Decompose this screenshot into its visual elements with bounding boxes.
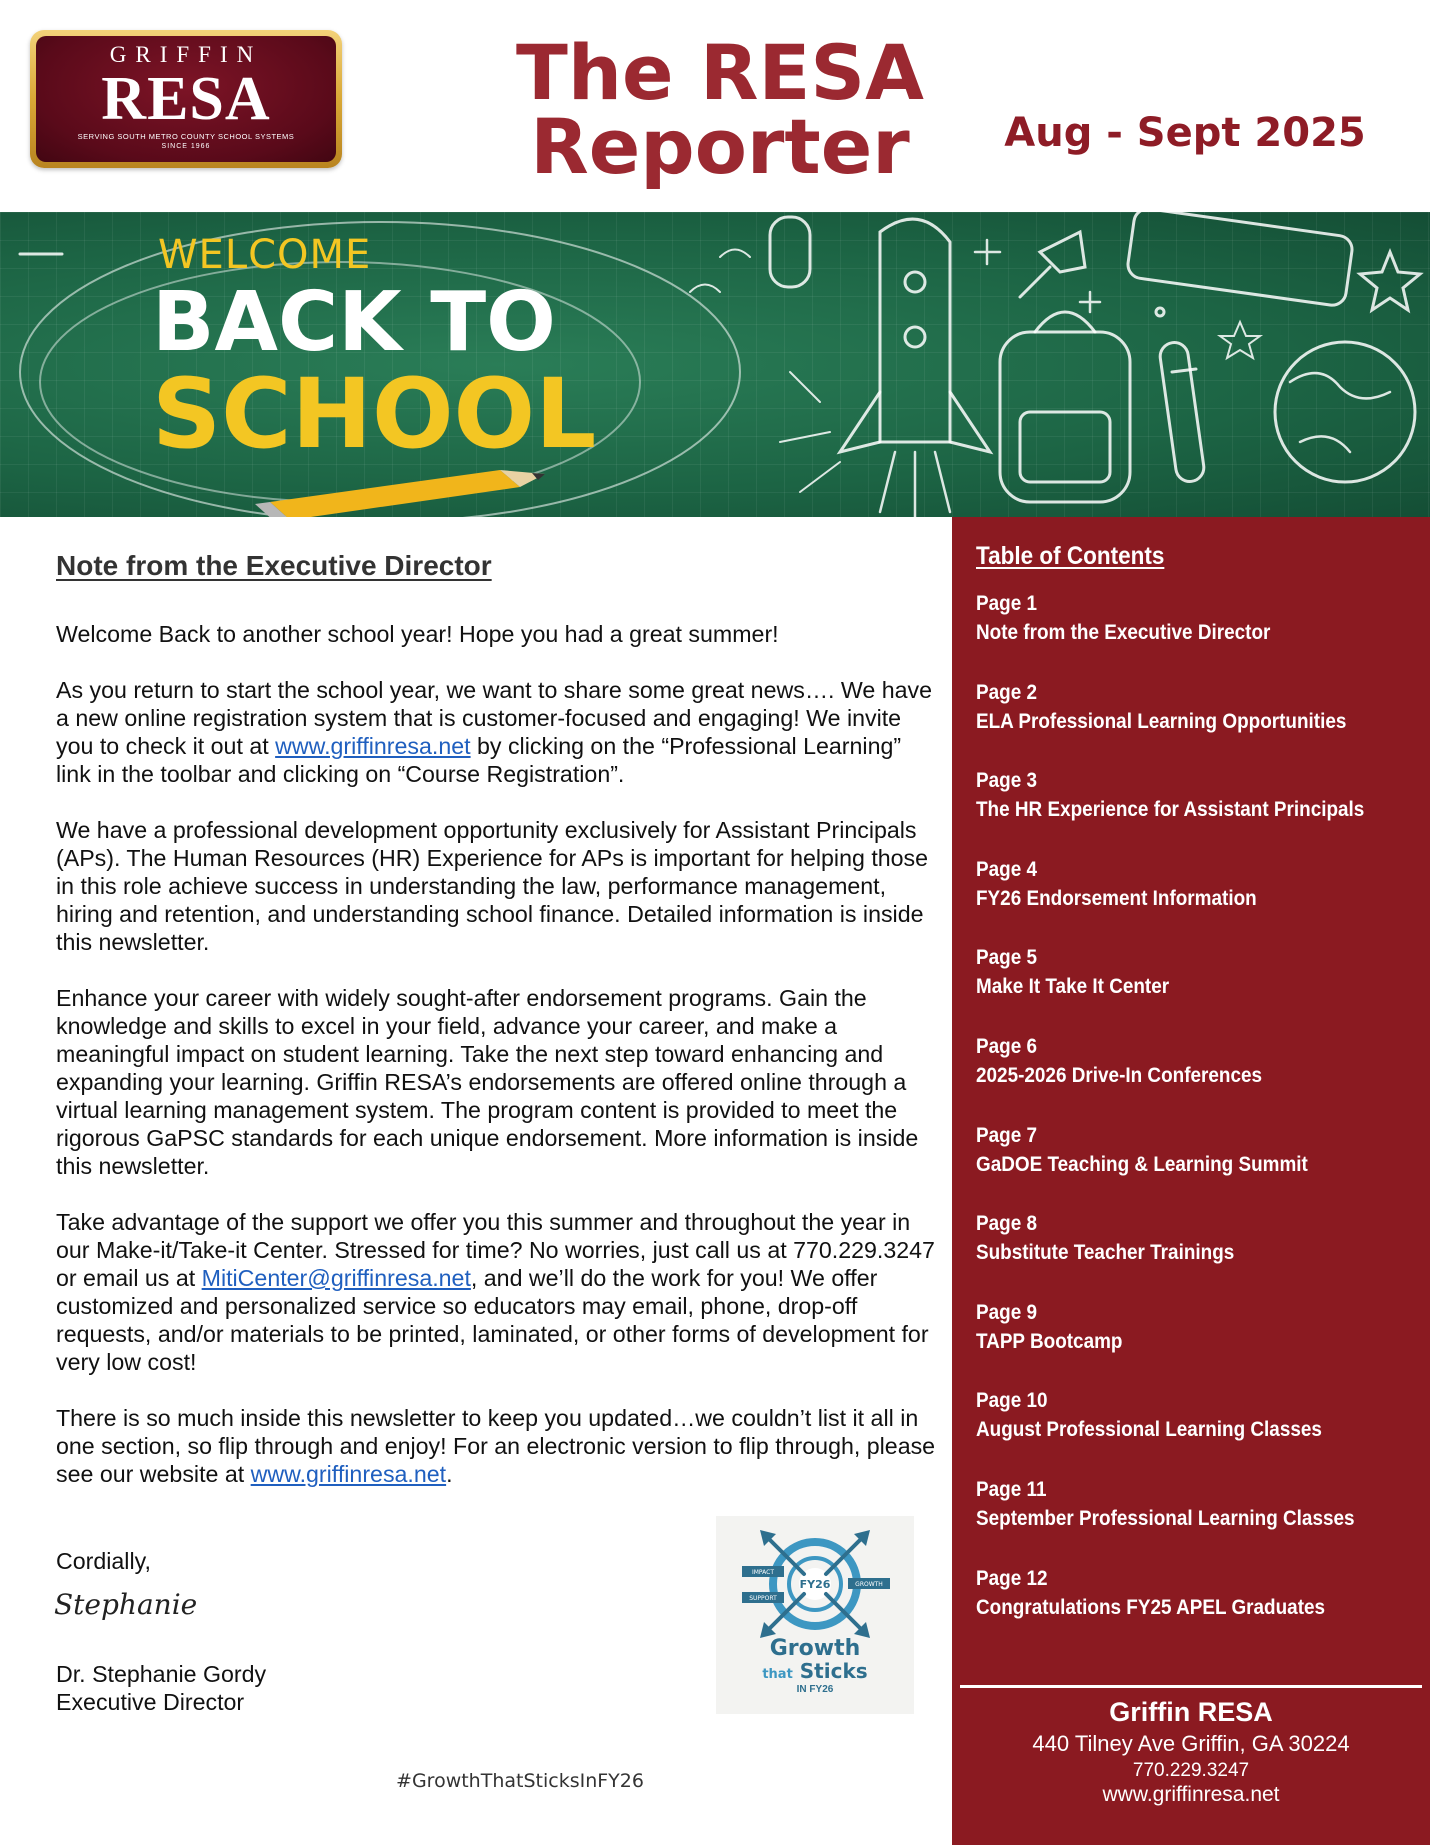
toc-item[interactable]: [976, 1032, 1416, 1121]
toc-description: September Professional Learning Classes: [976, 1505, 1355, 1530]
email-link[interactable]: MitiCenter@griffinresa.net: [201, 1265, 471, 1291]
toc-page-number: Page 6: [976, 1033, 1038, 1058]
contact-phone: 770.229.3247: [1132, 1760, 1250, 1781]
badge-center-text: FY26: [799, 1578, 831, 1591]
paragraph-text: by clicking on the “Professional Learning” link in the toolbar and clicking on “Course Registration”.: [56, 733, 902, 787]
badge-growth-label: GROWTH: [855, 1581, 883, 1588]
paragraph-text: As you return to start the school year, we want to share some great news…. We have a new online registration system that is customer-focused and engaging! We invite you to check it out at: [56, 677, 932, 759]
newsletter-title: [480, 28, 960, 191]
toc-item[interactable]: [976, 1209, 1416, 1298]
toc-description: FY26 Endorsement Information: [976, 885, 1257, 910]
badge-impact-text: IMPACT: [751, 1569, 775, 1576]
back-to-school-banner: [0, 212, 1430, 517]
paragraph-flip-through: [56, 1404, 936, 1488]
paragraph-endorsements: Enhance your career with widely sought-after endorsement programs. Gain the knowledge and skills to excel in your field, advance your career, and make a meaningful impact on student learning. Take the next step toward enhancing and expanding your learning. Griffin RESA’s endorsements are offered online through a virtual learning management system. The program content is provided to meet the rigorous GaPSC standards for each unique endorsement. More information is inside this newsletter.: [56, 985, 919, 1179]
toc-item[interactable]: [976, 1298, 1416, 1387]
toc-item[interactable]: [976, 943, 1416, 1032]
banner-back-to-text: BACK TO: [152, 275, 556, 370]
paragraph-make-it-take-it: [56, 1208, 936, 1376]
contact-address: 440 Tilney Ave Griffin, GA 30224: [1032, 1731, 1350, 1756]
growth-that-sticks-badge: [716, 1516, 914, 1714]
toc-description: GaDOE Teaching & Learning Summit: [976, 1151, 1308, 1176]
banner-school-text: SCHOOL: [152, 358, 597, 470]
toc-page-number: Page 3: [976, 768, 1038, 793]
toc-item[interactable]: [976, 1475, 1416, 1564]
badge-sticks-text: Sticks: [799, 1659, 868, 1683]
paragraph-text: There is so much inside this newsletter to keep you updated…we couldn’t list it all in one section, so flip through and enjoy! For an electronic version to flip through, please see our website at: [56, 1405, 936, 1487]
contact-block: [952, 1695, 1430, 1807]
griffin-resa-logo: [30, 30, 342, 168]
pencil-illustration: [255, 470, 545, 517]
toc-description: The HR Experience for Assistant Principals: [976, 797, 1365, 822]
toc-item[interactable]: [976, 766, 1416, 855]
issue-date: Aug - Sept 2025: [1004, 110, 1366, 156]
title-line-1: The RESA: [516, 28, 924, 117]
toc-page-number: Page 8: [976, 1211, 1038, 1236]
toc-description: Make It Take It Center: [976, 974, 1170, 999]
paragraph-hr-experience: We have a professional development opportunity exclusively for Assistant Principals (APs). The Human Resources (HR) Experience for APs is important for helping those in this role achieve success in understanding the law, performance management, hiring and retention, and understanding school finance. Detailed information is inside this newsletter.: [56, 817, 929, 955]
article-heading: Note from the Executive Director: [56, 550, 492, 581]
paragraph-welcome: Welcome Back to another school year! Hope you had a great summer!: [56, 621, 779, 647]
website-link[interactable]: www.griffinresa.net: [250, 1461, 447, 1487]
toc-page-number: Page 2: [976, 679, 1038, 704]
toc-list: [976, 589, 1416, 1652]
toc-page-number: Page 1: [976, 591, 1038, 615]
toc-item[interactable]: [976, 1121, 1416, 1210]
badge-fy-text: IN FY26: [796, 1684, 834, 1695]
toc-page-number: Page 5: [976, 945, 1038, 970]
toc-description: August Professional Learning Classes: [976, 1417, 1322, 1442]
signer-name: Dr. Stephanie Gordy: [56, 1661, 267, 1687]
toc-description: Congratulations FY25 APEL Graduates: [976, 1594, 1326, 1619]
toc-page-number: Page 7: [976, 1122, 1038, 1147]
signoff: Cordially,: [56, 1548, 151, 1574]
executive-director-note: [56, 550, 936, 1516]
toc-item[interactable]: [976, 1386, 1416, 1475]
toc-page-number: Page 12: [976, 1565, 1048, 1590]
toc-item[interactable]: [976, 589, 1416, 678]
contact-website[interactable]: www.griffinresa.net: [1102, 1783, 1280, 1806]
signer-title: Executive Director: [56, 1689, 245, 1715]
badge-that-text: that: [762, 1667, 793, 1682]
toc-description: TAPP Bootcamp: [976, 1328, 1123, 1353]
toc-item[interactable]: [976, 1564, 1416, 1653]
paragraph-text: , and we’ll do the work for you! We offer customized and personalized service so educators may email, phone, drop-off requests, and/or materials to be printed, laminated, or other forms of development for very low cost!: [56, 1265, 929, 1375]
sidebar-divider: [960, 1685, 1422, 1688]
toc-description: ELA Professional Learning Opportunities: [976, 708, 1347, 733]
website-link[interactable]: www.griffinresa.net: [275, 733, 471, 759]
title-line-2: Reporter: [530, 102, 910, 191]
hashtag: #GrowthThatSticksInFY26: [396, 1770, 644, 1792]
toc-page-number: Page 11: [976, 1476, 1047, 1501]
badge-growth-text: Growth: [769, 1636, 861, 1661]
paragraph-text: Take advantage of the support we offer you this summer and throughout the year in our Make-it/Take-it Center. Stressed for time? No worries, just call us at 770.229.3247 or email us at: [56, 1209, 935, 1291]
table-of-contents-sidebar: [952, 517, 1430, 1845]
toc-title: Table of Contents: [976, 542, 1165, 570]
toc-page-number: Page 4: [976, 856, 1038, 881]
contact-name: Griffin RESA: [1109, 1697, 1273, 1727]
signature: Stephanie: [54, 1588, 198, 1621]
badge-support-text: SUPPORT: [749, 1595, 777, 1602]
logo-main-text: RESA: [101, 65, 271, 133]
paragraph-text: .: [446, 1461, 453, 1487]
signer-block: [56, 1660, 266, 1716]
paragraph-registration: [56, 676, 936, 788]
toc-page-number: Page 10: [976, 1388, 1048, 1413]
logo-since-text: SINCE 1966: [161, 143, 211, 150]
toc-description: Note from the Executive Director: [976, 620, 1271, 644]
toc-description: 2025-2026 Drive-In Conferences: [976, 1062, 1263, 1087]
banner-welcome-text: WELCOME: [158, 232, 372, 278]
toc-item[interactable]: [976, 855, 1416, 944]
toc-page-number: Page 9: [976, 1299, 1038, 1324]
logo-sub-text: SERVING SOUTH METRO COUNTY SCHOOL SYSTEMS: [77, 132, 295, 141]
logo-top-text: GRIFFIN: [109, 42, 263, 67]
toc-description: Substitute Teacher Trainings: [976, 1240, 1235, 1265]
toc-item[interactable]: [976, 678, 1416, 767]
badge-sticks-line: [716, 1660, 914, 1686]
